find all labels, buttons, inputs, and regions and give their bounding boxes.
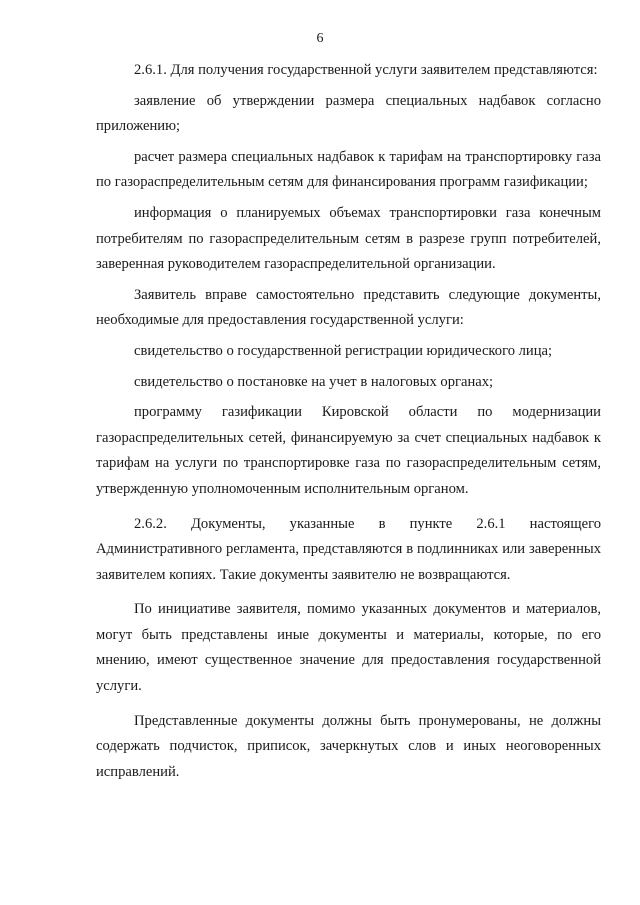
paragraph-2-6-2: 2.6.2. Документы, указанные в пункте 2.6.1 настоящего Административного регламента, представляются в подлинниках или заверенных заявителем копиях. Такие документы заявителю не возвращаются. <box>96 515 601 583</box>
paragraph-numbering-requirements: Представленные документы должны быть пронумерованы, не должны содержать подчисток, приписок, зачеркнутых слов и иных неоговоренных исправлений. <box>96 712 601 780</box>
paragraph-2-6-1-intro: 2.6.1. Для получения государственной услуги заявителем представляются: <box>134 62 598 78</box>
paragraph-optional-documents: Заявитель вправе самостоятельно представить следующие документы, необходимые для предоставления государственной услуги: <box>96 286 601 329</box>
paragraph-application: заявление об утверждении размера специальных надбавок согласно приложению; <box>96 92 601 135</box>
paragraph-registration-certificate: свидетельство о государственной регистрации юридического лица; <box>134 342 553 359</box>
paragraph-calculation: расчет размера специальных надбавок к тарифам на транспортировку газа по газораспределительным сетям для финансирования программ газификации; <box>96 148 601 191</box>
paragraph-additional-materials: По инициативе заявителя, помимо указанных документов и материалов, могут быть представлены иные документы и материалы, которые, по его мнению, имеют существенное значение для предоставления государственной услуги. <box>96 601 601 695</box>
page-number: 6 <box>316 31 324 46</box>
paragraph-tax-certificate: свидетельство о постановке на учет в налоговых органах; <box>134 373 494 390</box>
paragraph-transport-volumes: информация о планируемых объемах транспортировки газа конечным потребителям по газораспределительным сетям в разрезе групп потребителей, заверенная руководителем газораспределительной организации. <box>96 204 601 273</box>
paragraph-gasification-program: программу газификации Кировской области по модернизации газораспределительных сетей, финансируемую за счет специальных надбавок к тарифам на услуги по транспортировке газа по газораспределительным сетям, утвержденную уполномоченным исполнительным органом. <box>96 404 601 497</box>
document-body <box>96 58 601 785</box>
